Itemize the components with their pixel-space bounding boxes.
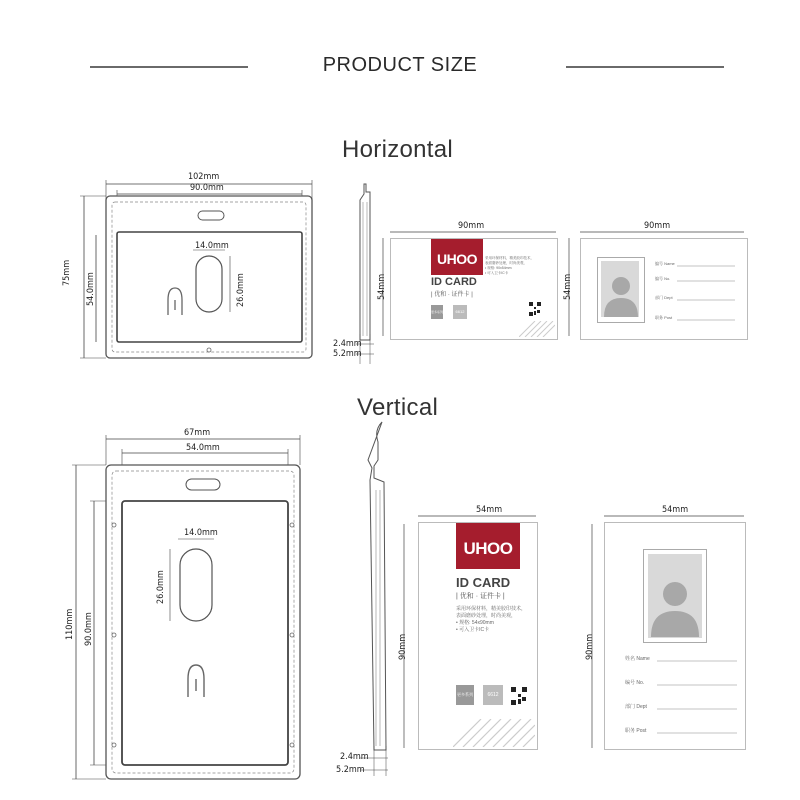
horizontal-slot-height-label: 26.0mm [236,273,246,307]
v-back-card-width-label: 54mm [662,505,689,515]
v-front-card [418,522,538,750]
v-front-card-bullet-4: • 可入卫卡IC卡 [456,627,490,633]
header-rule-right [566,66,724,68]
vertical-outer-height-label: 110mm [65,608,75,640]
v-front-card-heading: ID CARD [456,575,511,590]
h-back-card [580,238,748,340]
v-front-card-bullet-3: • 规格: 54x90mm [456,620,494,626]
h-back-card-field-2: 编号 No. [655,276,671,281]
v-back-card-height-label: 90mm [585,633,595,660]
vertical-slot-width-label: 14.0mm [184,528,218,538]
v-back-card-field-1: 姓名 Name [625,656,650,662]
v-front-card-bullet-2: 表面磨砂处理，时尚美观， [456,613,517,619]
horizontal-side-thick-label: 5.2mm [333,349,362,359]
h-front-card-qr-icon [529,302,541,316]
h-front-card-badge-right: 6612 [453,305,467,319]
h-front-card-bullet-1: 采用环保材料，精美胶印技术， [485,256,534,260]
h-front-card-subheading: | 优和 · 证件卡 | [431,292,473,298]
v-front-card-logo: UHOO [463,539,513,558]
horizontal-outer-height-label: 75mm [62,259,72,286]
vertical-holder-drawing [60,425,320,795]
v-back-card-photo [643,549,707,643]
v-front-card-width-label: 54mm [476,505,503,515]
h-back-card-field-lines [677,259,737,323]
person-icon [602,272,640,318]
v-back-card-field-3: 部门 Dept [625,704,647,710]
h-front-card-heading: ID CARD [431,276,477,288]
v-front-card-bullet-1: 采用环保材料，精美胶印技术， [456,606,527,612]
vertical-section-title: Vertical [357,394,439,421]
v-front-card-logo-block [456,523,520,569]
person-icon [649,576,701,638]
vertical-inner-width-label: 54.0mm [186,443,220,453]
vertical-inner-height-label: 90.0mm [84,612,94,646]
h-back-card-field-4: 职务 Post [655,315,673,320]
vertical-outer-width-label: 67mm [184,428,211,438]
h-front-card-logo: UHOO [437,251,477,267]
h-front-card-bullet-3: • 规格: 90x54mm [485,266,512,270]
v-back-card [604,522,746,750]
h-front-card [390,238,558,340]
h-back-card-photo [597,257,645,323]
h-front-card-bullet-4: • 可入卫卡IC卡 [485,271,509,275]
horizontal-section-title: Horizontal [342,136,454,163]
v-front-card-hatch [453,719,535,747]
v-front-card-height-label: 90mm [398,633,408,660]
vertical-side-thick-label: 5.2mm [336,765,365,775]
vertical-slot-height-label: 26.0mm [156,570,166,604]
h-back-card-width-label: 90mm [644,221,671,231]
h-front-card-badge-left: 更多系列 [431,305,443,319]
v-back-card-field-lines [657,653,739,737]
page-title: PRODUCT SIZE [322,54,478,76]
h-back-card-field-1: 编号 Name [655,261,675,266]
h-front-card-logo-block [431,239,483,275]
h-front-card-width-label: 90mm [458,221,485,231]
v-front-card-subheading: | 优和 · 证件卡 | [456,593,505,600]
v-front-card-badge-left: 更多系列 [456,685,474,705]
v-back-card-field-4: 职务 Post [625,728,647,734]
horizontal-slot-width-label: 14.0mm [195,241,229,251]
vertical-side-profile [330,420,390,790]
h-front-card-hatch [519,321,555,337]
horizontal-outer-width-label: 102mm [188,172,220,182]
h-front-card-height-label: 54mm [377,273,387,300]
v-back-card-field-2: 编号 No. [625,680,645,686]
h-back-card-height-label: 54mm [563,273,573,300]
vertical-side-thin-label: 2.4mm [340,752,369,762]
h-back-card-field-3: 部门 Dept [655,295,673,300]
horizontal-inner-width-label: 90.0mm [190,183,224,193]
h-front-card-bullet-2: 表面磨砂处理，时尚美观， [485,261,527,265]
v-front-card-badge-right: 6612 [483,685,503,705]
horizontal-inner-height-label: 54.0mm [86,272,96,306]
horizontal-side-thin-label: 2.4mm [333,339,362,349]
v-front-card-qr-icon [511,687,527,705]
